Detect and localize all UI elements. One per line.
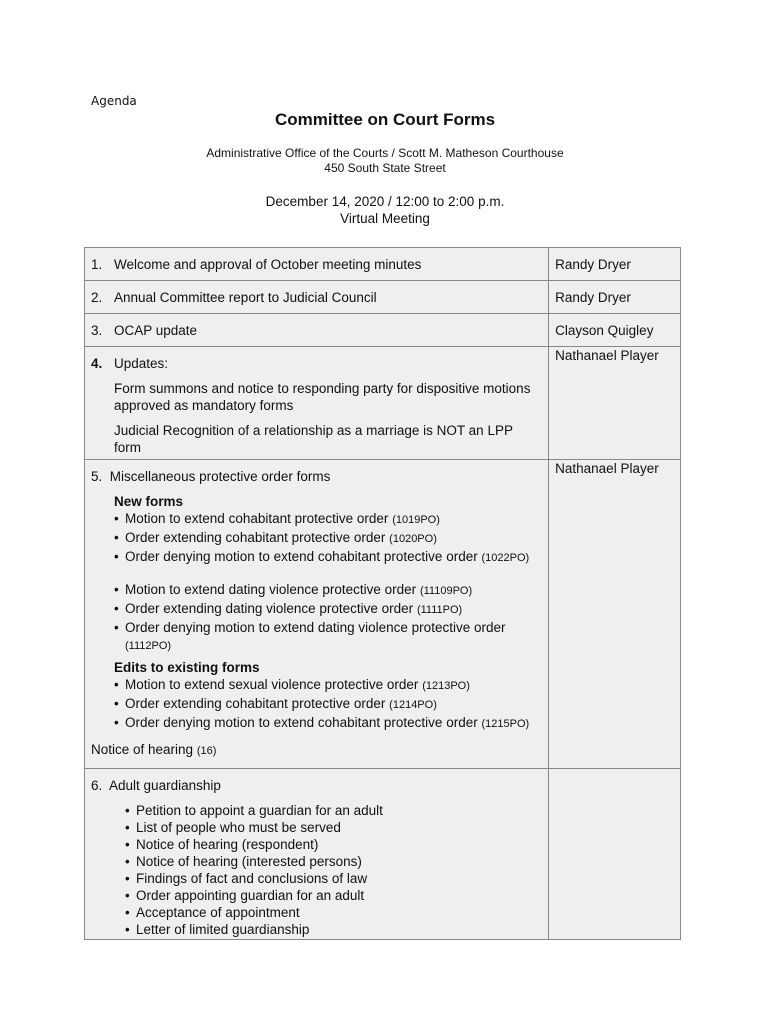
agenda-item-topic xyxy=(85,314,549,347)
list-item: • Petition to appoint a guardian for an adult xyxy=(125,802,542,819)
item-text: Adult guardianship xyxy=(109,778,221,793)
item-text: Annual Committee report to Judicial Council xyxy=(114,290,377,305)
agenda-item-topic xyxy=(85,347,549,460)
agenda-item-1 xyxy=(85,248,681,281)
presenter-name: Nathanael Player xyxy=(555,461,659,476)
meeting-date: December 14, 2020 / 12:00 to 2:00 p.m. xyxy=(265,194,505,209)
agenda-item-topic xyxy=(85,248,549,281)
item-number: 3. xyxy=(91,323,103,338)
list-item: • Letter of limited guardianship xyxy=(125,921,542,938)
item-number: 2. xyxy=(91,290,103,305)
new-forms-heading: New forms xyxy=(114,494,184,509)
update-detail: Judicial Recognition of a relationship as a marriage is NOT an LPP form xyxy=(114,423,513,455)
agenda-item-topic xyxy=(85,769,549,940)
list-item: • Notice of hearing (interested persons) xyxy=(125,853,542,870)
address-line-1: Administrative Office of the Courts / Scott M. Matheson Courthouse xyxy=(206,146,564,160)
new-forms-list-1 xyxy=(114,510,542,567)
edits-list xyxy=(114,676,542,733)
agenda-item-topic xyxy=(85,460,549,769)
edits-heading: Edits to existing forms xyxy=(114,660,260,675)
list-item: • Order denying motion to extend dating violence protective order (1112PO) xyxy=(114,619,542,655)
list-item: • Order extending cohabitant protective order (1214PO) xyxy=(114,695,542,714)
agenda-item-presenter xyxy=(549,281,681,314)
item-text: Miscellaneous protective order forms xyxy=(109,469,331,484)
list-item: • Acceptance of appointment xyxy=(125,904,542,921)
agenda-item-2 xyxy=(85,281,681,314)
item-text: OCAP update xyxy=(114,323,198,338)
agenda-label: Agenda xyxy=(91,94,137,108)
page-title: Committee on Court Forms xyxy=(274,110,496,129)
list-item: • Order denying motion to extend cohabitant protective order (1022PO) xyxy=(114,548,542,567)
notice-of-hearing: Notice of hearing (16) xyxy=(91,742,217,757)
agenda-item-presenter xyxy=(549,248,681,281)
agenda-item-presenter xyxy=(549,769,681,940)
agenda-item-presenter xyxy=(549,347,681,460)
presenter-name: Clayson Quigley xyxy=(555,323,654,338)
presenter-name: Randy Dryer xyxy=(555,290,631,305)
item-text: Updates: xyxy=(114,356,169,371)
new-forms-list-2 xyxy=(114,581,542,655)
list-item: • Motion to extend cohabitant protective order (1019PO) xyxy=(114,510,542,529)
item-text: Welcome and approval of October meeting minutes xyxy=(114,257,422,272)
list-item: • Order extending dating violence protective order (1111PO) xyxy=(114,600,542,619)
guardianship-forms-list xyxy=(91,802,542,938)
agenda-item-6 xyxy=(85,769,681,940)
presenter-name: Nathanael Player xyxy=(555,348,659,363)
list-item: • Motion to extend dating violence protective order (11109PO) xyxy=(114,581,542,600)
update-detail: Form summons and notice to responding party for dispositive motions approved as mandatory forms xyxy=(114,381,531,413)
list-item: • Order denying motion to extend cohabitant protective order (1215PO) xyxy=(114,714,542,733)
agenda-item-topic xyxy=(85,281,549,314)
item-number: 1. xyxy=(91,257,103,272)
agenda-item-3 xyxy=(85,314,681,347)
agenda-item-presenter xyxy=(549,460,681,769)
agenda-item-5 xyxy=(85,460,681,769)
item-number: 6. xyxy=(91,778,103,793)
meeting-type: Virtual Meeting xyxy=(340,211,430,226)
list-item: • List of people who must be served xyxy=(125,819,542,836)
agenda-item-4 xyxy=(85,347,681,460)
list-item: • Findings of fact and conclusions of law xyxy=(125,870,542,887)
list-item: • Motion to extend sexual violence protective order (1213PO) xyxy=(114,676,542,695)
item-number: 4. xyxy=(91,356,103,371)
presenter-name: Randy Dryer xyxy=(555,257,631,272)
list-item: • Notice of hearing (respondent) xyxy=(125,836,542,853)
address-line-2: 450 South State Street xyxy=(324,161,446,175)
list-item: • Order extending cohabitant protective order (1020PO) xyxy=(114,529,542,548)
item-number: 5. xyxy=(91,469,103,484)
agenda-item-presenter xyxy=(549,314,681,347)
list-item: • Order appointing guardian for an adult xyxy=(125,887,542,904)
agenda-table xyxy=(84,247,681,940)
